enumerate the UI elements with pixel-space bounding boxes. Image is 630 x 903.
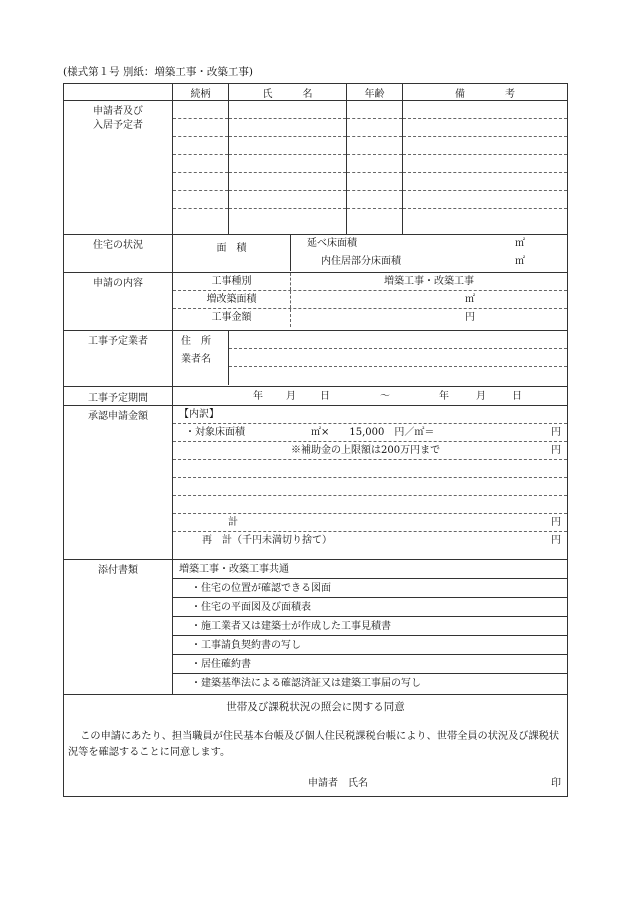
period-label: 工事予定期間 bbox=[64, 387, 173, 406]
applicant-label bbox=[64, 101, 173, 235]
contractor-address-label: 住 所 bbox=[181, 336, 211, 347]
inner-floor-label: 内住居部分床面積 bbox=[321, 256, 401, 267]
signer-label: 申請者 氏名 bbox=[308, 778, 368, 789]
extension-area-label: 増改築面積 bbox=[173, 291, 291, 308]
form-caption: (様式第１号 別紙：増築工事・改築工事) bbox=[63, 66, 254, 78]
applicant-label-line1: 申請者及び bbox=[93, 106, 143, 117]
header-remarks: 備 考 bbox=[403, 84, 568, 101]
consent-cell bbox=[64, 695, 568, 797]
work-cost-label: 工事金額 bbox=[173, 309, 291, 327]
house-label: 住宅の状況 bbox=[64, 235, 173, 273]
amount-label: 承認申請金額 bbox=[64, 406, 173, 560]
header-blank bbox=[64, 84, 173, 101]
work-cost-unit: 円 bbox=[465, 312, 475, 323]
contractor-address-field[interactable] bbox=[229, 331, 567, 349]
period-end-year: 年 bbox=[439, 390, 449, 402]
relation-column[interactable] bbox=[173, 101, 229, 235]
work-kind-label: 工事種別 bbox=[173, 273, 291, 290]
total-floor-label: 延べ床面積 bbox=[307, 238, 357, 249]
house-area-label: 面 積 bbox=[173, 235, 291, 271]
period-start-month: 月 bbox=[286, 390, 296, 402]
name-column[interactable] bbox=[229, 101, 347, 235]
note-yen: 円 bbox=[551, 445, 561, 456]
header-age: 年齢 bbox=[347, 84, 403, 101]
amount-blank-1[interactable] bbox=[173, 460, 567, 478]
work-kind-value: 増築工事・改築工事 bbox=[384, 276, 474, 287]
request-label: 申請の内容 bbox=[64, 273, 173, 331]
breakdown-heading: 【内訳】 bbox=[173, 406, 567, 424]
target-area-formula: ㎡× 15,000 円／㎡＝ bbox=[311, 427, 435, 438]
amount-cell bbox=[173, 406, 568, 560]
period-end-month: 月 bbox=[476, 390, 486, 402]
age-column[interactable] bbox=[347, 101, 403, 235]
subtotal-yen: 円 bbox=[551, 517, 561, 528]
applicant-label-line2: 入居予定者 bbox=[93, 120, 143, 131]
total-floor-unit: ㎡ bbox=[515, 238, 525, 249]
attachments-common: 増築工事・改築工事共通 bbox=[173, 560, 567, 579]
house-cell bbox=[173, 235, 568, 273]
amount-blank-2[interactable] bbox=[173, 478, 567, 496]
contractor-company-label: 業者名 bbox=[181, 354, 211, 365]
extension-area-unit: ㎡ bbox=[465, 294, 475, 305]
contractor-label: 工事予定業者 bbox=[64, 331, 173, 387]
attachment-item: ・工事請負契約書の写し bbox=[173, 636, 567, 655]
remarks-column[interactable] bbox=[403, 101, 568, 235]
period-start-day: 日 bbox=[320, 390, 330, 402]
recalc-label: 再 計（千円未満切り捨て） bbox=[202, 535, 332, 546]
attachment-item: ・施工業者又は建築士が作成した工事見積書 bbox=[173, 617, 567, 636]
contractor-cell bbox=[173, 331, 568, 387]
contractor-extra-field[interactable] bbox=[229, 367, 567, 385]
consent-body: この申請にあたり、担当職員が住民基本台帳及び個人住民税課税台帳により、世帯全員の状況及び課税状況等を確認することに同意します。 bbox=[68, 731, 560, 758]
header-relation: 続柄 bbox=[173, 84, 229, 101]
recalc-yen: 円 bbox=[551, 535, 561, 546]
header-name: 氏 名 bbox=[229, 84, 347, 101]
subtotal-label: 計 bbox=[228, 517, 238, 528]
period-start-year: 年 bbox=[253, 390, 263, 402]
attachment-item: ・建築基準法による確認済証又は建築工事届の写し bbox=[191, 678, 421, 689]
contractor-company-field[interactable] bbox=[229, 349, 567, 367]
amount-blank-3[interactable] bbox=[173, 496, 567, 514]
target-area-yen: 円 bbox=[551, 427, 561, 438]
request-cell bbox=[173, 273, 568, 331]
inner-floor-unit: ㎡ bbox=[515, 256, 525, 267]
application-form bbox=[63, 83, 568, 797]
target-area-label: ・対象床面積 bbox=[185, 427, 245, 438]
attachment-item: ・居住確約書 bbox=[173, 655, 567, 674]
period-cell[interactable] bbox=[173, 387, 568, 406]
seal-mark: 印 bbox=[551, 778, 561, 789]
attachment-item: ・住宅の平面図及び面積表 bbox=[173, 598, 567, 617]
subsidy-limit-note: ※補助金の上限額は200万円まで bbox=[291, 445, 441, 456]
attachments-cell bbox=[173, 560, 568, 695]
attachments-label: 添付書類 bbox=[64, 560, 173, 695]
consent-title: 世帯及び課税状況の照会に関する同意 bbox=[226, 701, 405, 713]
period-tilde: ～ bbox=[380, 390, 390, 402]
period-end-day: 日 bbox=[512, 390, 522, 402]
attachment-item: ・住宅の位置が確認できる図面 bbox=[173, 579, 567, 598]
